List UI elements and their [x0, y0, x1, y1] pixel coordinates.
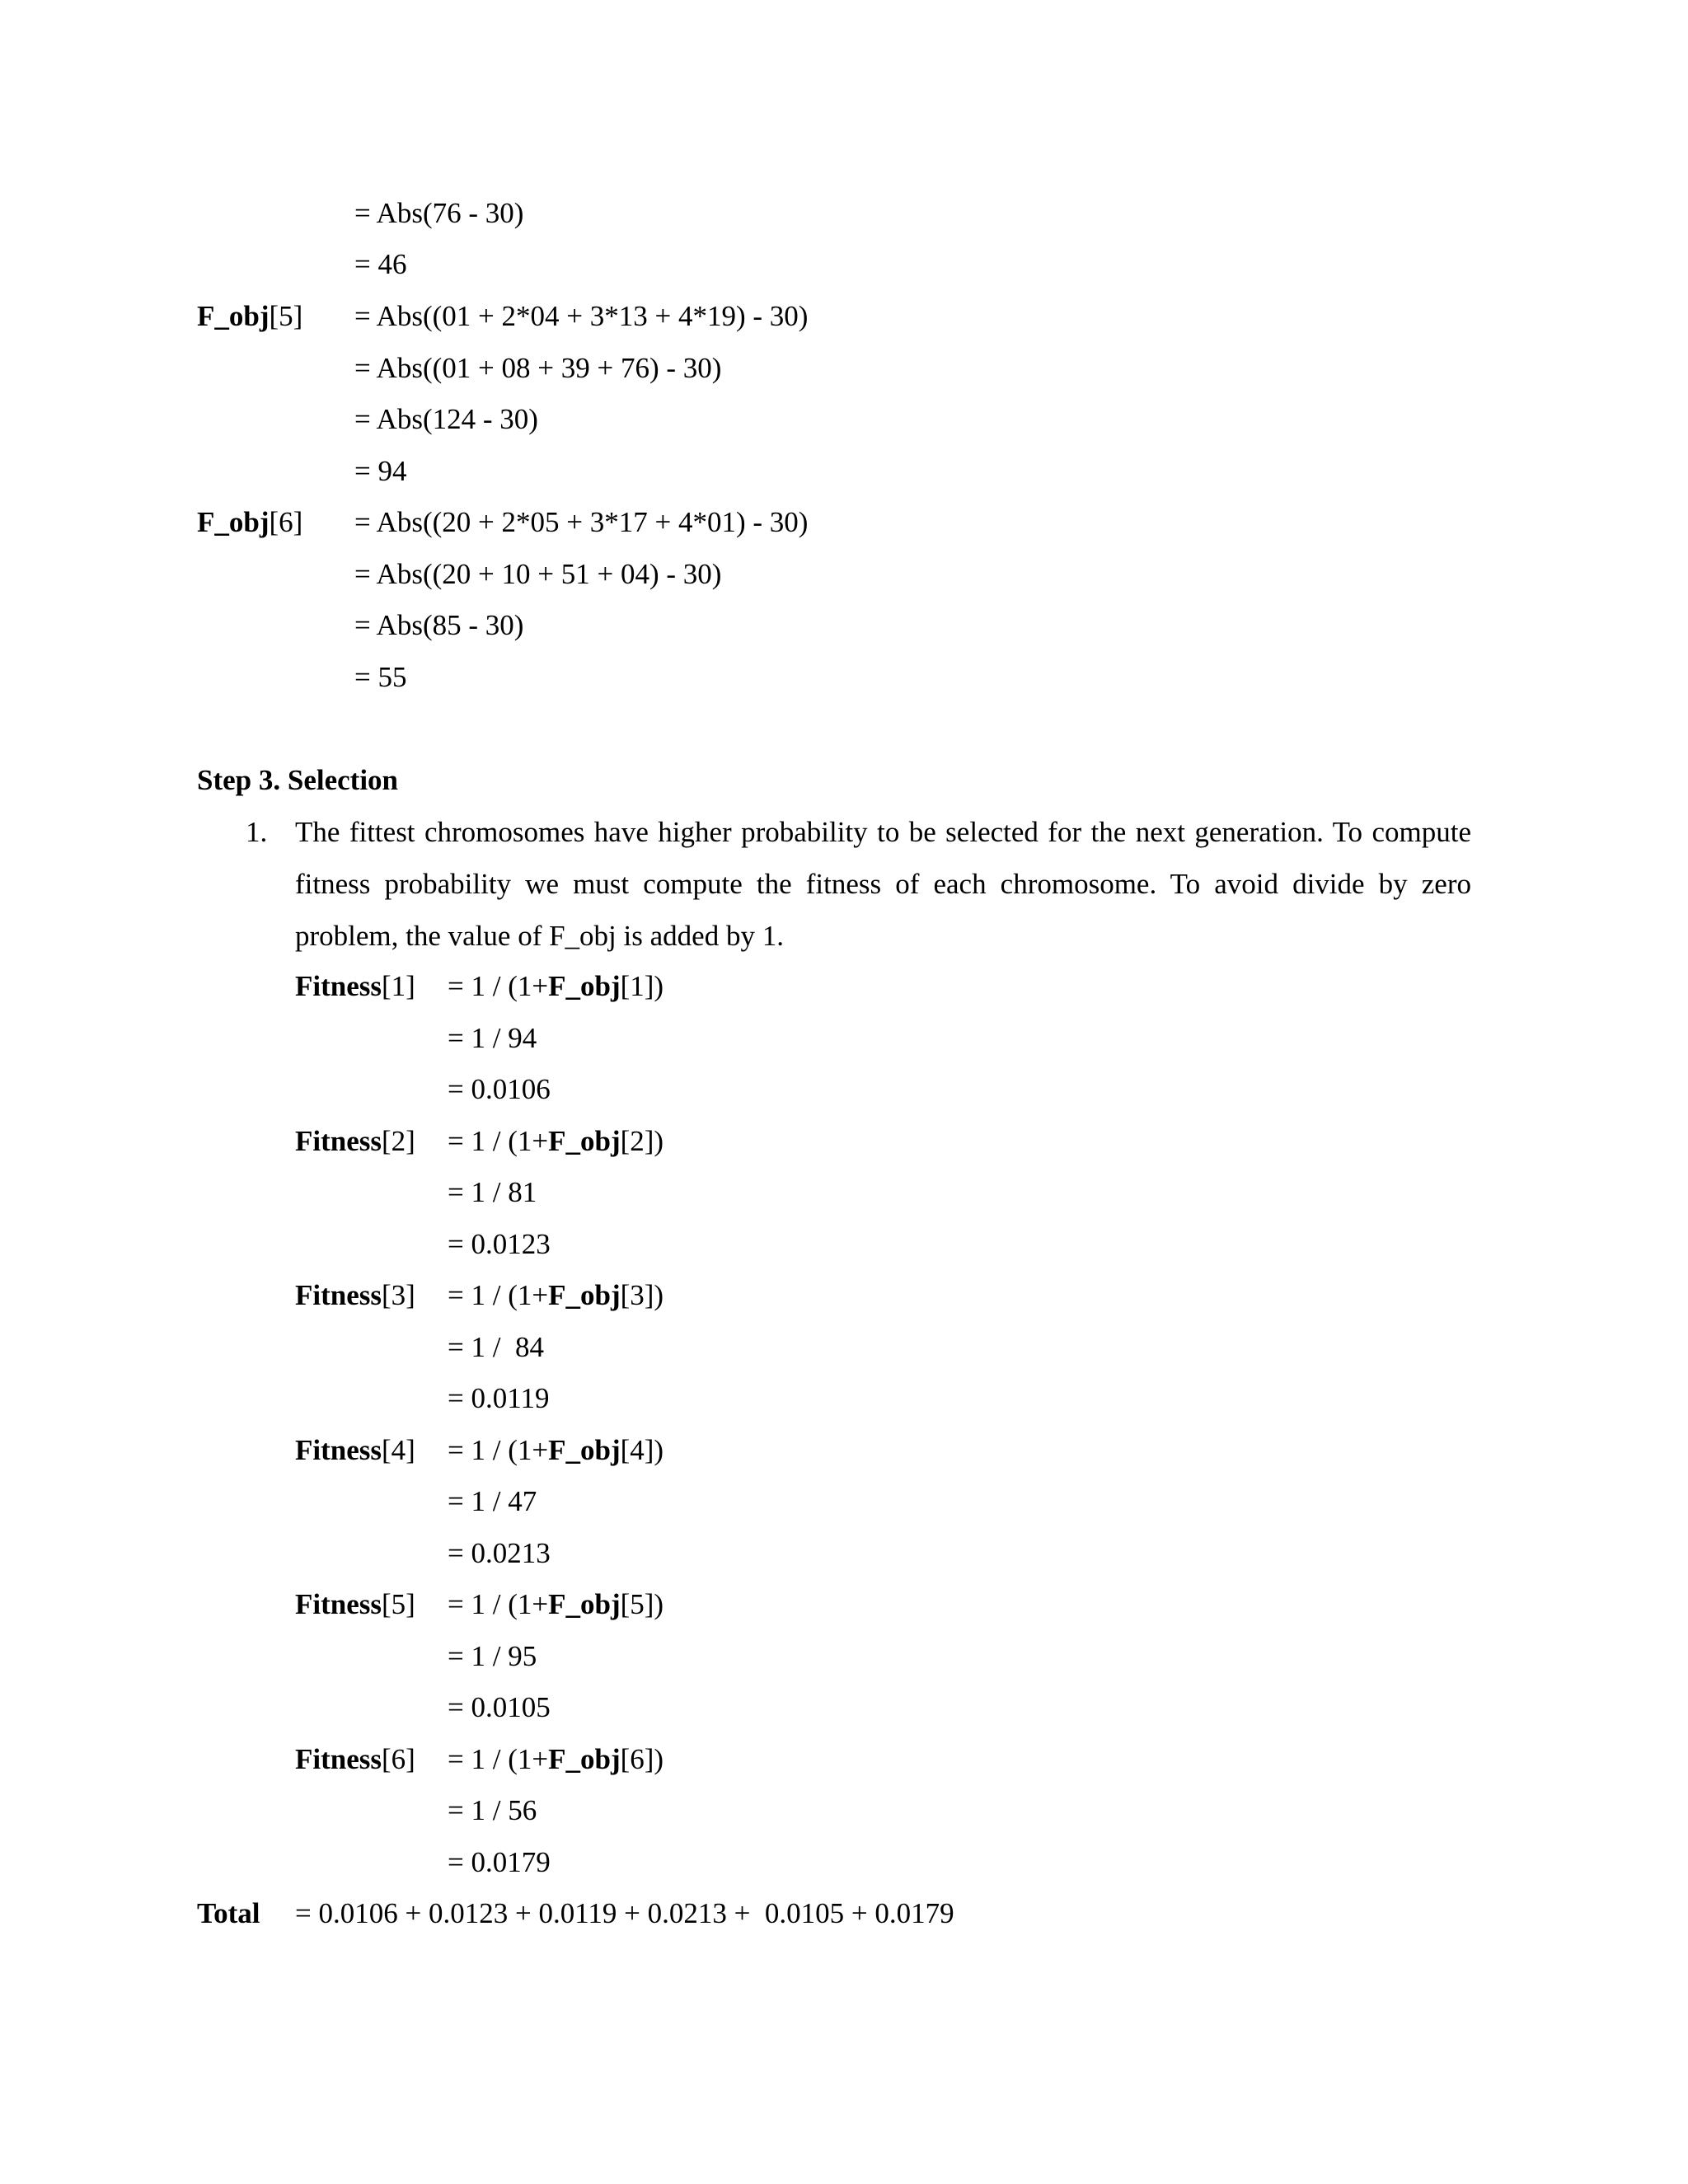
- fitness-label: Fitness[1]: [295, 970, 415, 1002]
- list-item-number: 1.: [246, 816, 268, 848]
- fobj-line: = 55: [354, 661, 407, 693]
- fitness-line: = 1 / 81: [448, 1176, 537, 1208]
- total-expression: = 0.0106 + 0.0123 + 0.0119 + 0.0213 + 0.0105 + 0.0179: [295, 1897, 954, 1929]
- fitness-line: = 0.0106: [448, 1073, 551, 1105]
- fitness-label: Fitness[6]: [295, 1743, 415, 1775]
- fobj-label: F_obj[5]: [197, 300, 303, 332]
- fitness-line: = 1 / 47: [448, 1485, 537, 1517]
- fitness-line: = 0.0179: [448, 1846, 551, 1878]
- fobj-label: F_obj[6]: [197, 506, 303, 538]
- fitness-label: Fitness[2]: [295, 1125, 415, 1157]
- total-label: Total: [197, 1897, 260, 1929]
- fobj-continued-line: = 46: [354, 248, 407, 280]
- fitness-line: = 1 / 94: [448, 1022, 537, 1054]
- fitness-formula: = 1 / (1+F_obj[6]): [448, 1743, 664, 1775]
- fitness-formula: = 1 / (1+F_obj[2]): [448, 1125, 664, 1157]
- fobj-line: = Abs((20 + 2*05 + 3*17 + 4*01) - 30): [354, 506, 809, 538]
- section-heading: Step 3. Selection: [197, 764, 399, 796]
- fitness-label: Fitness[4]: [295, 1434, 415, 1466]
- fitness-formula: = 1 / (1+F_obj[5]): [448, 1588, 664, 1620]
- fobj-line: = 94: [354, 455, 407, 487]
- fitness-formula: = 1 / (1+F_obj[3]): [448, 1279, 664, 1311]
- fitness-line: = 0.0123: [448, 1228, 551, 1260]
- fitness-line: = 1 / 95: [448, 1640, 537, 1672]
- fitness-line: = 1 / 56: [448, 1794, 537, 1826]
- fitness-line: = 0.0105: [448, 1691, 551, 1723]
- fitness-label: Fitness[3]: [295, 1279, 415, 1311]
- fitness-line: = 0.0119: [448, 1382, 550, 1414]
- fitness-line: = 1 / 84: [448, 1331, 544, 1363]
- fitness-formula: = 1 / (1+F_obj[4]): [448, 1434, 664, 1466]
- fobj-line: = Abs(124 - 30): [354, 403, 538, 435]
- paragraph: The fittest chromosomes have higher probability to be selected for the next generation. To compute fitness probability we must compute the fitness of each chromosome. To avoid divide by zero problem, the value of F_obj is added by 1.: [295, 816, 1471, 952]
- fobj-line: = Abs((01 + 08 + 39 + 76) - 30): [354, 352, 722, 384]
- fitness-label: Fitness[5]: [295, 1588, 415, 1620]
- fobj-line: = Abs(85 - 30): [354, 609, 524, 641]
- fitness-line: = 0.0213: [448, 1537, 551, 1569]
- fobj-continued-line: = Abs(76 - 30): [354, 197, 524, 229]
- fobj-line: = Abs((20 + 10 + 51 + 04) - 30): [354, 558, 722, 590]
- fobj-line: = Abs((01 + 2*04 + 3*13 + 4*19) - 30): [354, 300, 809, 332]
- fitness-formula: = 1 / (1+F_obj[1]): [448, 970, 664, 1002]
